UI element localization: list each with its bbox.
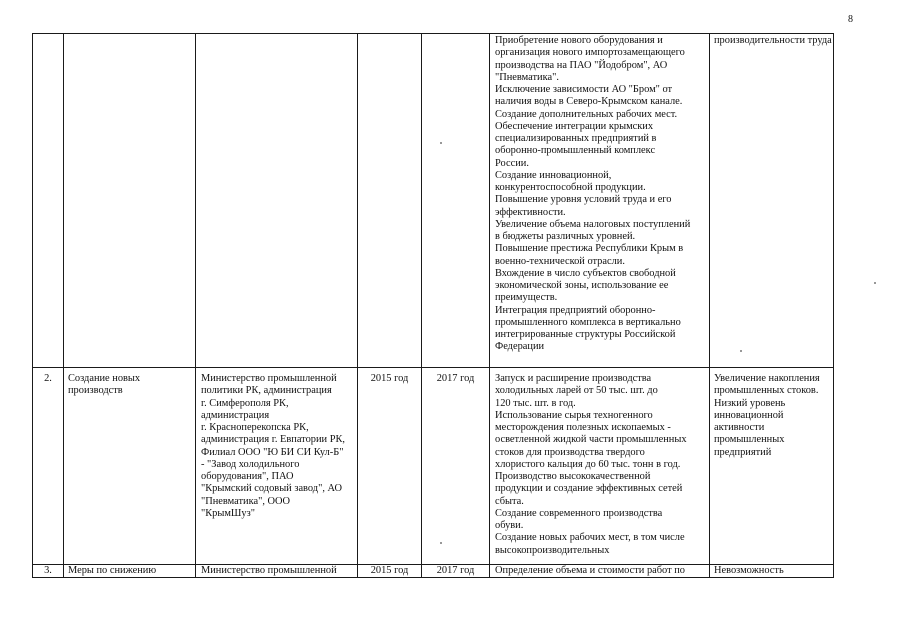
end-cell: 2017 год [436, 373, 475, 384]
page-number: 8 [848, 14, 853, 25]
table-rule [489, 33, 490, 578]
problems-cell: Невозможность [714, 565, 784, 576]
scan-speck [740, 350, 742, 352]
start-cell: 2015 год [370, 373, 409, 384]
executor-cell: Министерство промышленной [201, 565, 337, 576]
row-number: 3. [44, 565, 52, 576]
measure-cell: Меры по снижению [68, 565, 157, 576]
problems-cell: производительности труда [714, 35, 832, 46]
row-number: 2. [44, 373, 52, 384]
problems-cell: Увеличение накопления промышленных стоков. Низкий уровень инновационной активности промышленных предприятий [714, 373, 820, 458]
table-rule [32, 33, 33, 578]
start-cell: 2015 год [370, 565, 409, 576]
table-rule [709, 33, 710, 578]
scan-speck [440, 142, 442, 144]
table-rule [421, 33, 422, 578]
table-rule [32, 367, 834, 368]
scan-speck [440, 542, 442, 544]
measure-cell: Создание новых производств [68, 373, 141, 397]
table-rule [357, 33, 358, 578]
table-rule [833, 33, 834, 578]
result-cell: Запуск и расширение производства холодильных ларей от 50 тыс. шт. до 120 тыс. шт. в год. Использование сырья техногенного месторождения полезных ископаемых - осветленной жидкой части промышленных стоков для производства твердого хлористого кальция до 60 тыс. тонн в год. Производство высококачественной продукции и создание эффективных сетей сбыта. Создание современного производства обуви. Создание новых рабочих мест, в том числе высокопроизводительных [495, 373, 687, 556]
table-rule [32, 33, 834, 34]
end-cell: 2017 год [436, 565, 475, 576]
result-cell: Определение объема и стоимости работ по [495, 565, 685, 576]
table-rule [195, 33, 196, 578]
table-rule [63, 33, 64, 578]
scan-speck [874, 282, 876, 284]
result-cell: Приобретение нового оборудования и организация нового импортозамещающего производства на ПАО "Йодобром", АО "Пневматика". Исключение зависимости АО "Бром" от наличия воды в Северо-Крымском канале. Создание дополнительных рабочих мест. Обеспечение интеграции крымских специализированных предприятий в оборонно-промышленный комплекс России. Создание инновационной, конкурентоспособной продукции. Повышение уровня условий труда и его эффективности. Увеличение объема налоговых поступлений в бюджеты различных уровней. Повышение престижа Республики Крым в военно-технической отрасли. Вхождение в число субъектов свободной экономической зоны, использование ее преимуществ. Интеграция предприятий оборонно- промышленного комплекса в вертикально интегрированные структуры Российской Федерации [495, 35, 691, 353]
executor-cell: Министерство промышленной политики РК, администрация г. Симферополя РК, администрация г. Красноперекопска РК, администрация г. Евпатории РК, Филиал ООО "Ю БИ СИ Кул-Б" - "Завод холодильного оборудования", ПАО "Крымский содовый завод", АО "Пневматика", ООО "КрымШуз" [201, 373, 346, 519]
